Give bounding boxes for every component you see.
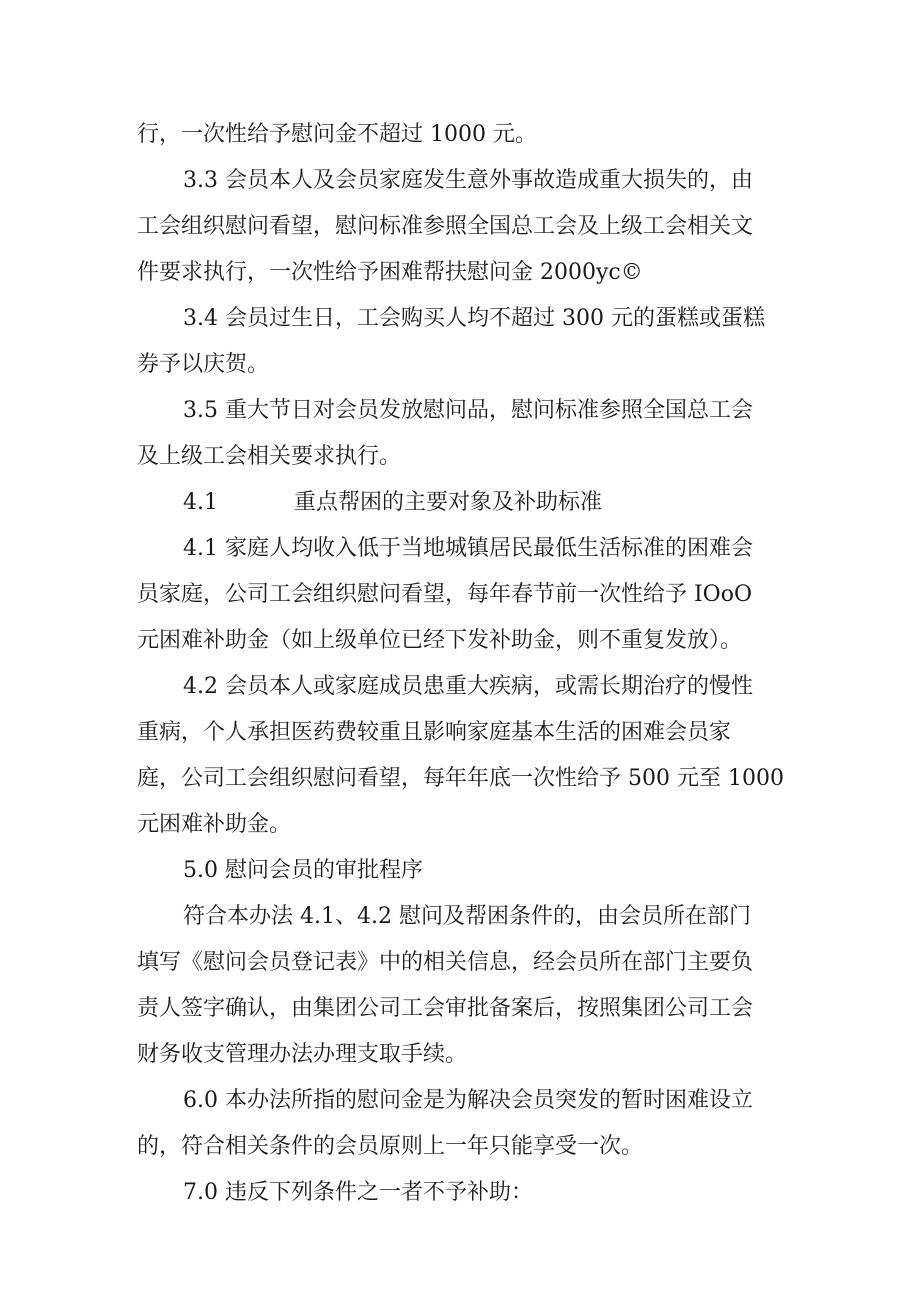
document-body — [137, 112, 792, 1216]
text-line: 重病，个人承担医药费较重且影响家庭基本生活的困难会员家 — [137, 720, 732, 745]
text-line: 庭，公司工会组织慰问看望，每年年底一次性给予 500 元至 1000 — [137, 766, 784, 791]
text-line: 符合本办法 4.1、4.2 慰问及帮困条件的，由会员所在部门 — [183, 904, 751, 929]
text-line: 的，符合相关条件的会员原则上一年只能享受一次。 — [137, 1134, 644, 1159]
text-line: 行，一次性给予慰问金不超过 1000 元。 — [137, 122, 537, 147]
clause-3-4-line: 3.4 会员过生日，工会购买人均不超过 300 元的蛋糕或蛋糕 — [183, 306, 765, 331]
text-line: 员家庭，公司工会组织慰问看望，每年春节前一次性给予 IOoO — [137, 582, 753, 607]
text-line: 及上级工会相关要求执行。 — [137, 444, 402, 469]
text-line: 元困难补助金（如上级单位已经下发补助金，则不重复发放）。 — [137, 628, 743, 653]
section-4-1-heading — [137, 480, 792, 526]
text-line: 元困难补助金。 — [137, 812, 292, 837]
text-line: 责人签字确认，由集团公司工会审批备案后，按照集团公司工会 — [137, 996, 754, 1021]
clause-6-0-line: 6.0 本办法所指的慰问金是为解决会员突发的暂时困难设立 — [183, 1088, 753, 1113]
section-5-0-heading: 5.0 慰问会员的审批程序 — [183, 858, 423, 883]
clause-4-2-line: 4.2 会员本人或家庭成员患重大疾病，或需长期治疗的慢性 — [183, 674, 753, 699]
section-title: 重点帮困的主要对象及补助标准 — [294, 490, 603, 515]
text-line: 券予以庆贺。 — [137, 352, 270, 377]
text-line: 财务收支管理办法办理支取手续。 — [137, 1042, 468, 1067]
text-line: 工会组织慰问看望，慰问标准参照全国总工会及上级工会相关文 — [137, 214, 754, 239]
clause-3-5-line: 3.5 重大节日对会员发放慰问品，慰问标准参照全国总工会 — [183, 398, 753, 423]
clause-3-3-line: 3.3 会员本人及会员家庭发生意外事故造成重大损失的，由 — [183, 168, 753, 193]
text-line: 件要求执行，一次性给予困难帮扶慰问金 2000yc© — [137, 260, 643, 285]
section-number: 4.1 — [183, 490, 218, 515]
clause-7-0-line: 7.0 违反下列条件之一者不予补助： — [183, 1180, 533, 1205]
text-line: 填写《慰问会员登记表》中的相关信息，经会员所在部门主要负 — [137, 950, 754, 975]
clause-4-1-line: 4.1 家庭人均收入低于当地城镇居民最低生活标准的困难会 — [183, 536, 753, 561]
